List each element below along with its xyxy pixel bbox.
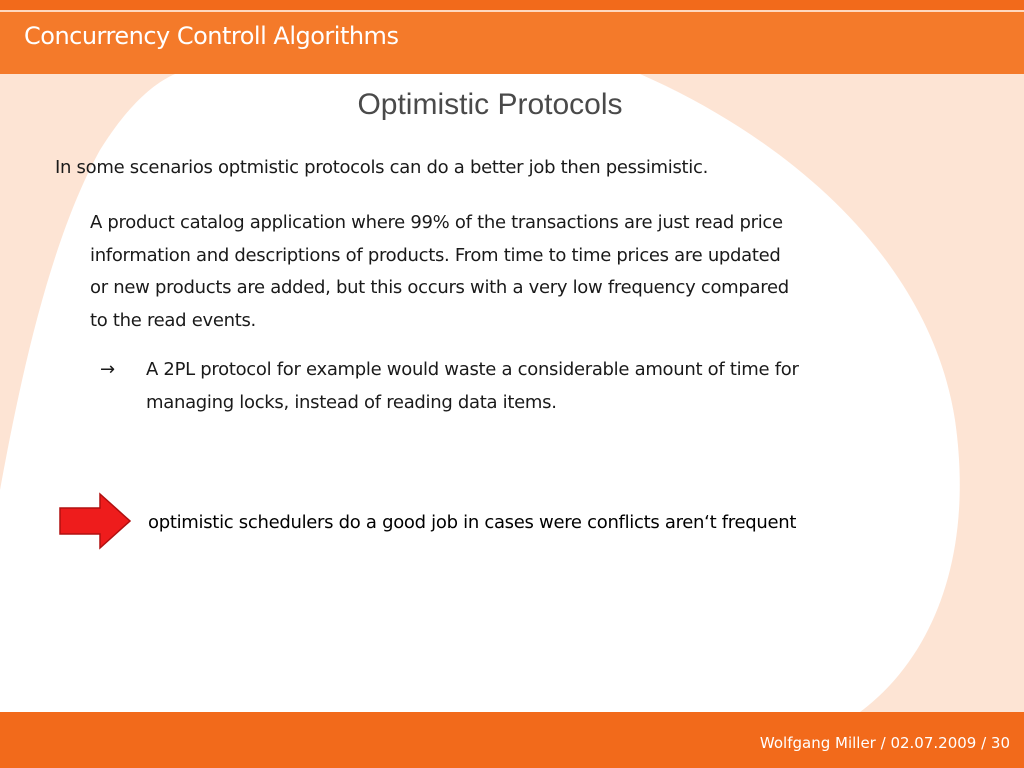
example-line: to the read events. bbox=[90, 309, 256, 331]
consequence-line: managing locks, instead of reading data items. bbox=[146, 391, 557, 413]
header-accent-strip bbox=[0, 0, 1024, 10]
slide-title: Optimistic Protocols bbox=[357, 88, 623, 121]
right-arrow-icon: → bbox=[100, 359, 115, 380]
header-title: Concurrency Controll Algorithms bbox=[24, 22, 399, 50]
example-paragraph bbox=[90, 207, 970, 337]
intro-paragraph: In some scenarios optmistic protocols can do a better job then pessimistic. bbox=[55, 157, 709, 178]
header-bar bbox=[0, 0, 1024, 74]
footer-text: Wolfgang Miller / 02.07.2009 / 30 bbox=[759, 734, 1010, 752]
footer-bar bbox=[0, 712, 1024, 768]
example-line: or new products are added, but this occurs with a very low frequency compared bbox=[90, 277, 789, 298]
consequence-line: A 2PL protocol for example would waste a considerable amount of time for bbox=[146, 359, 799, 380]
consequence-paragraph bbox=[100, 354, 980, 419]
example-line: information and descriptions of products. From time to time prices are updated bbox=[90, 244, 781, 266]
example-line: A product catalog application where 99% of the transactions are just read price bbox=[90, 212, 783, 233]
red-right-arrow-icon bbox=[58, 492, 132, 550]
conclusion-text: optimistic schedulers do a good job in cases were conflicts aren‘t frequent bbox=[148, 512, 797, 533]
